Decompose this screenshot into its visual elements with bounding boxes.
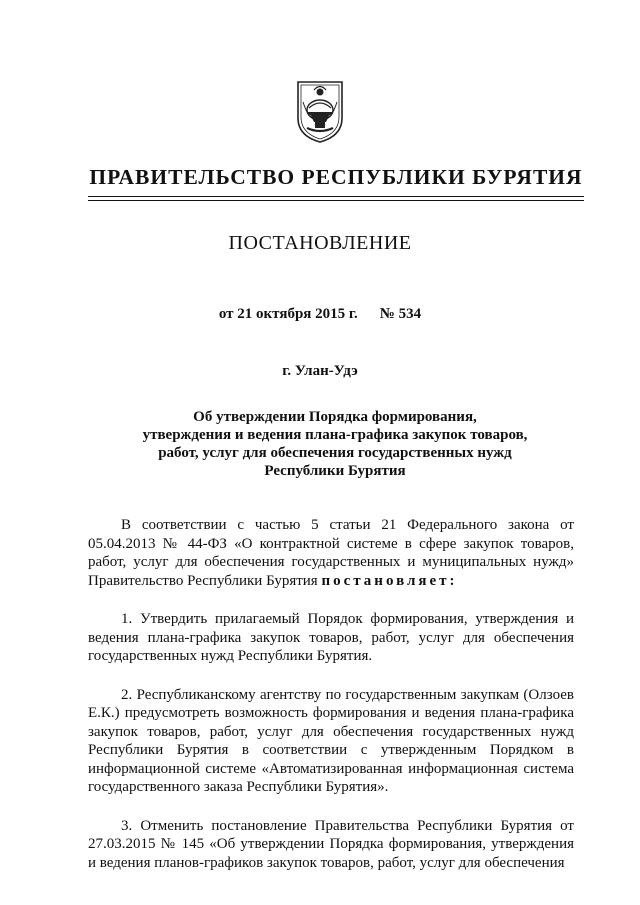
preamble-verb: постановляет: [321, 572, 458, 589]
government-title: ПРАВИТЕЛЬСТВО РЕСПУБЛИКИ БУРЯТИЯ [89, 165, 583, 189]
item-3-paragraph: 3. Отменить постановление Правительства Республики Бурятия от 27.03.2015 № 145 «Об утверждении Порядка формирования, утверждения и ведения планов-графиков закупок товаров, работ, услуг для обеспечения [88, 817, 574, 871]
date-line [0, 306, 640, 323]
document-subject [100, 408, 570, 480]
preamble-paragraph [88, 516, 574, 590]
subject-line: Об утверждении Порядка формирования, [193, 409, 477, 425]
item-2-paragraph: 2. Республиканскому агентству по государственным закупкам (Олзоев Е.К.) предусмотреть возможность формирования и ведения плана-графика закупок товаров, работ, услуг для обеспечения государственных нужд Республики Бурятия в соответствии с утвержденным Порядком в информационной системе «Автоматизированная информационная система государственного заказа Республики Бурятия». [88, 686, 574, 795]
document-type: ПОСТАНОВЛЕНИЕ [228, 232, 412, 254]
preamble-text: В соответствии с частью 5 статьи 21 Федерального закона от 05.04.2013 № 44-ФЗ «О контрактной системе в сфере закупок товаров, работ, услуг для обеспечения государственных и муниципальных нужд» Правительство Республики Бурятия [88, 517, 574, 589]
document-body [88, 516, 574, 892]
document-date: от 21 октября 2015 г. [218, 306, 358, 322]
document-number: № 534 [379, 306, 422, 322]
item-1-paragraph: 1. Утвердить прилагаемый Порядок формирования, утверждения и ведения плана-графика закупок товаров, работ, услуг для обеспечения государственных нужд Республики Бурятия. [88, 611, 574, 664]
header-rule-thick [88, 200, 584, 201]
document-city: г. Улан-Удэ [282, 363, 358, 379]
subject-line: утверждения и ведения плана-графика закупок товаров, [142, 427, 528, 443]
subject-line: Республики Бурятия [264, 463, 406, 479]
republic-emblem-icon [293, 78, 347, 144]
subject-line: работ, услуг для обеспечения государственных нужд [158, 445, 512, 461]
header-rule-thin [88, 196, 584, 197]
